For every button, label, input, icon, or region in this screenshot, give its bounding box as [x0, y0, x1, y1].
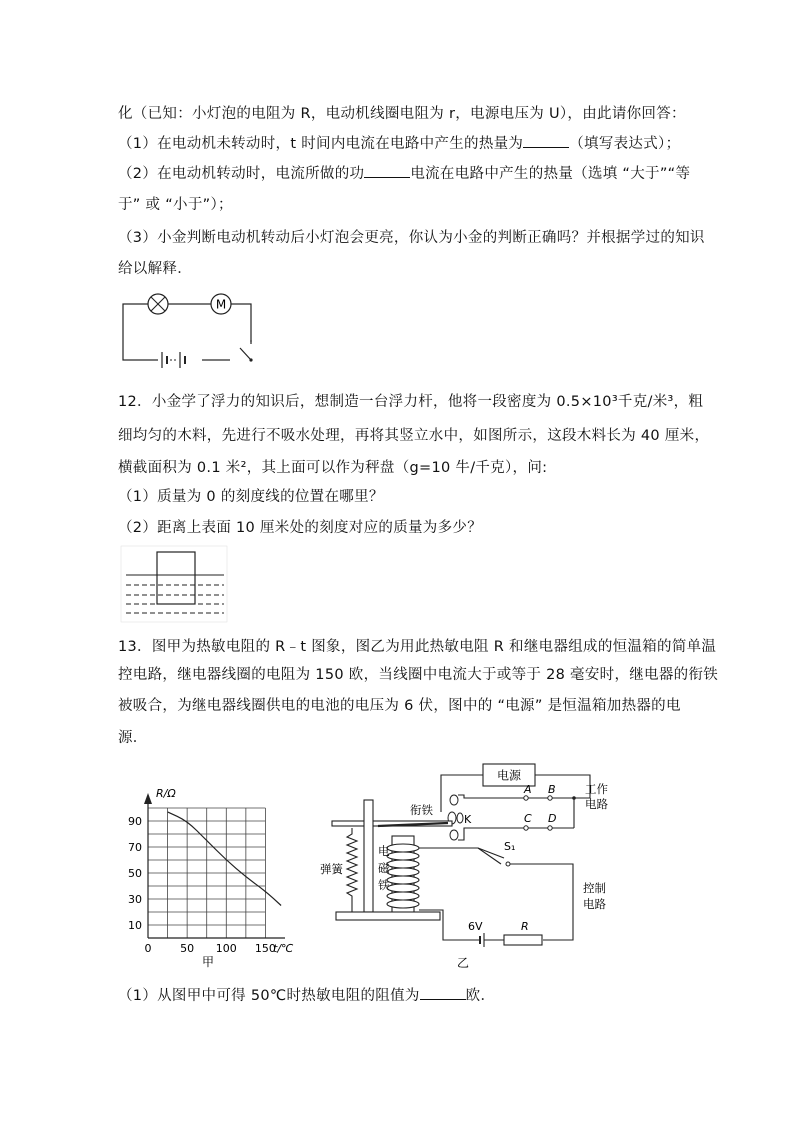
q12-line3: 横截面积为 0.1 米²，其上面可以作为秤盘（g=10 牛/千克），问:: [118, 460, 548, 476]
q11-part1: [118, 133, 680, 154]
terminal-c[interactable]: [524, 826, 528, 830]
x-tick-labels: [145, 942, 276, 955]
y-tick-label: 90: [128, 815, 142, 828]
q11-part1-text-b: （填写表达式）；: [569, 136, 681, 152]
label-b: B: [548, 783, 556, 796]
y-axis-label: R/Ω: [156, 787, 176, 800]
x-tick-label: 100: [215, 942, 237, 955]
q11-part2: [118, 163, 690, 184]
graph-caption: 甲: [201, 955, 215, 969]
armature-label: 衔铁: [410, 803, 433, 817]
q11-part2-blank[interactable]: [364, 163, 410, 178]
q11-circuit-figure: [118, 290, 258, 370]
q11-part2-cont: 于” 或 “小于”）；: [118, 197, 233, 213]
motor-label: M: [215, 297, 227, 312]
battery-6v-icon: [480, 933, 484, 947]
work-circuit-label-2: 电路: [585, 797, 608, 811]
r-t-curve: [168, 812, 282, 906]
q13-part1: [118, 985, 495, 1006]
label-k: K: [464, 813, 472, 826]
q11-part2-text-b: 电流在电路中产生的热量（选填 “大于”“等: [410, 166, 691, 182]
y-tick-label: 10: [128, 919, 142, 932]
label-a: A: [524, 783, 532, 796]
q13-line2: 控电路，继电器线圈的电阻为 150 欧，当线圈中电流大于或等于 28 毫安时，继电器的衔铁: [118, 667, 719, 683]
switch-s1-label: S₁: [504, 840, 516, 853]
terminal-b[interactable]: [548, 796, 552, 800]
resistor-label: R: [521, 920, 529, 933]
q11-intro: 化（已知：小灯泡的电阻为 R，电动机线圈电阻为 r，电源电压为 U），由此请你回答：: [118, 106, 686, 122]
contact-k-icon: [448, 795, 463, 840]
q11-part2-text-a: （2）在电动机转动时，电流所做的功: [118, 166, 365, 182]
q13-line1: 13．图甲为热敏电阻的 R﹣t 图象，图乙为用此热敏电阻 R 和继电器组成的恒温箱的简单温: [118, 639, 717, 655]
x-axis-label: t/℃: [273, 942, 294, 955]
x-tick-label: 0: [144, 942, 152, 955]
terminal-d[interactable]: [548, 826, 552, 830]
relay-base: [336, 912, 440, 920]
relay-caption: 乙: [456, 956, 470, 970]
q11-part1-blank[interactable]: [523, 133, 569, 148]
work-circuit-label-1: 工作: [585, 782, 608, 796]
q13-part1-text-b: 欧．: [465, 988, 496, 1004]
spring-label: 弹簧: [320, 862, 343, 876]
control-circuit-label-1: 控制: [583, 881, 606, 895]
q11-part1-text-a: （1）在电动机未转动时，t 时间内电流在电路中产生的热量为: [118, 136, 524, 152]
r-t-graph: [120, 760, 300, 975]
switch-s1-terminal[interactable]: [506, 862, 510, 866]
electromagnet-label-3: 铁: [378, 878, 390, 892]
q12-line1: 12．小金学了浮力的知识后，想制造一台浮力杆，他将一段密度为 0.5×10³千克/米³，粗: [118, 394, 704, 410]
wooden-block: [157, 552, 195, 604]
electromagnet-label-2: 磁: [378, 861, 390, 875]
y-tick-label: 30: [128, 893, 142, 906]
battery-label: 6V: [468, 920, 483, 933]
q12-float-figure: [120, 545, 230, 625]
q12-line2: 细均匀的木料，先进行不吸水处理，再将其竖立水中，如图所示，这段木料长为 40 厘米，: [118, 428, 710, 444]
x-tick-label: 150: [254, 942, 276, 955]
terminal-a[interactable]: [524, 796, 528, 800]
q12-part1: （1）质量为 0 的刻度线的位置在哪里？: [118, 489, 384, 505]
x-tick-label: 50: [180, 942, 195, 955]
q11-part3-cont: 给以解释．: [118, 261, 192, 277]
electromagnet-label-1: 电: [378, 844, 390, 858]
relay-circuit-figure: [318, 760, 618, 975]
label-d: D: [548, 812, 557, 825]
q11-part3: （3）小金判断电动机转动后小灯泡会更亮，你认为小金的判断正确吗？并根据学过的知识: [118, 230, 705, 246]
graph-grid: [148, 808, 265, 938]
water-lines: [126, 575, 224, 613]
y-tick-labels: [128, 815, 142, 932]
resistor-r-icon: [504, 935, 542, 945]
control-circuit-label-2: 电路: [583, 897, 606, 911]
q13-line4: 源．: [118, 730, 148, 746]
q13-line3: 被吸合，为继电器线圈供电的电池的电压为 6 伏，图中的 “电源” 是恒温箱加热器的电: [118, 698, 681, 714]
label-c: C: [524, 812, 532, 825]
q12-part2: （2）距离上表面 10 厘米处的刻度对应的质量为多少？: [118, 520, 482, 536]
spring-icon: [347, 828, 357, 912]
y-tick-label: 70: [128, 841, 142, 854]
q13-part1-text-a: （1）从图甲中可得 50℃时热敏电阻的阻值为: [118, 988, 420, 1004]
y-axis-arrow-icon: [144, 793, 152, 804]
power-label: 电源: [496, 768, 522, 783]
y-tick-label: 50: [128, 867, 142, 880]
pivot-post: [364, 800, 373, 912]
q13-part1-blank[interactable]: [420, 985, 466, 1000]
